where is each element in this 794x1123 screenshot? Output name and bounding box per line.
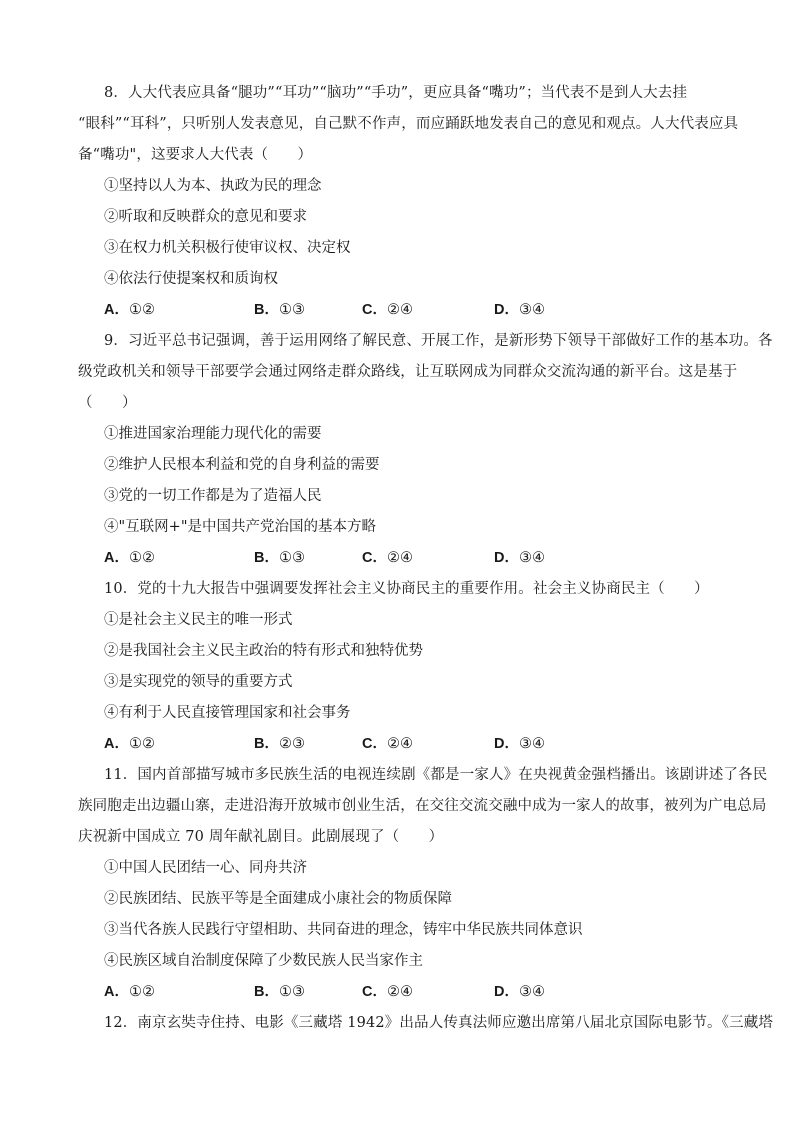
question-stem-line: “眼科”“耳科”，只听别人发表意见，自己默不作声，而应踊跃地发表自己的意见和观点。人大代表应具	[78, 116, 739, 132]
answer-choice[interactable]	[494, 977, 545, 1008]
question-8	[78, 78, 740, 326]
answer-choices	[78, 543, 740, 574]
choice-letter: D．	[494, 550, 519, 566]
statement-option: ②是我国社会主义民主政治的特有形式和独特优势	[104, 643, 423, 659]
statement-option: ①推进国家治理能力现代化的需要	[104, 426, 322, 442]
question-stem-line: 12．南京玄奘寺住持、电影《三藏塔 1942》出品人传真法师应邀出席第八届北京国际电影节。《三藏塔	[104, 1015, 774, 1031]
question-stem-line: （ ）	[78, 395, 137, 411]
answer-choice[interactable]	[494, 543, 545, 574]
statement-option: ④"互联网+"是中国共产党治国的基本方略	[104, 519, 376, 535]
question-stem-line: 级党政机关和领导干部要学会通过网络走群众路线，让互联网成为同群众交流沟通的新平台。这是基于	[78, 364, 738, 380]
statement-option: ②听取和反映群众的意见和要求	[104, 209, 307, 225]
question-stem-line: 族同胞走出边疆山寨，走进沿海开放城市创业生活，在交往交流交融中成为一家人的故事，被列为广电总局	[78, 798, 767, 814]
answer-choice[interactable]	[254, 295, 362, 326]
statement-option: ③是实现党的领导的重要方式	[104, 674, 293, 690]
choice-text: ②④	[386, 302, 413, 318]
question-10	[78, 574, 740, 760]
choice-letter: A．	[104, 736, 129, 752]
answer-choice[interactable]	[362, 543, 494, 574]
question-stem-line: 庆祝新中国成立 70 周年献礼剧目。此剧展现了（ ）	[78, 829, 444, 845]
choice-text: ②④	[386, 550, 413, 566]
answer-choices	[78, 295, 740, 326]
choice-text: ③④	[518, 984, 545, 1000]
question-stem-line: 10．党的十九大报告中强调要发挥社会主义协商民主的重要作用。社会主义协商民主（ ）	[104, 581, 709, 597]
answer-choice[interactable]	[104, 729, 254, 760]
choice-letter: B．	[254, 302, 279, 318]
question-stem-line: 9．习近平总书记强调，善于运用网络了解民意、开展工作，是新形势下领导干部做好工作的基本功。各	[104, 333, 773, 349]
statement-option: ③党的一切工作都是为了造福人民	[104, 488, 322, 504]
answer-choice[interactable]	[254, 977, 362, 1008]
statement-option: ②维护人民根本利益和党的自身利益的需要	[104, 457, 380, 473]
choice-text: ②④	[386, 984, 413, 1000]
answer-choice[interactable]	[494, 295, 545, 326]
choice-text: ③④	[518, 550, 545, 566]
choice-text: ①③	[278, 984, 305, 1000]
statement-option: ②民族团结、民族平等是全面建成小康社会的物质保障	[104, 891, 452, 907]
statement-option: ①坚持以人为本、执政为民的理念	[104, 178, 322, 194]
choice-text: ①②	[128, 550, 155, 566]
choice-letter: A．	[104, 550, 129, 566]
statement-option: ①中国人民团结一心、同舟共济	[104, 860, 307, 876]
choice-text: ①③	[278, 550, 305, 566]
statement-option: ①是社会主义民主的唯一形式	[104, 612, 293, 628]
choice-letter: C．	[362, 550, 387, 566]
answer-choice[interactable]	[362, 729, 494, 760]
choice-text: ③④	[518, 302, 545, 318]
answer-choice[interactable]	[362, 295, 494, 326]
answer-choices	[78, 729, 740, 760]
choice-letter: C．	[362, 302, 387, 318]
question-list	[78, 78, 774, 1039]
choice-letter: C．	[362, 736, 387, 752]
choice-letter: C．	[362, 984, 387, 1000]
choice-text: ②④	[386, 736, 413, 752]
answer-choice[interactable]	[104, 977, 254, 1008]
choice-letter: B．	[254, 550, 279, 566]
choice-text: ③④	[518, 736, 545, 752]
statement-option: ③当代各族人民践行守望相助、共同奋进的理念，铸牢中华民族共同体意识	[104, 922, 583, 938]
statement-option: ④有利于人民直接管理国家和社会事务	[104, 705, 351, 721]
question-11	[78, 760, 768, 1008]
answer-choice[interactable]	[494, 729, 545, 760]
choice-letter: D．	[494, 984, 519, 1000]
choice-letter: A．	[104, 302, 129, 318]
choice-text: ①③	[278, 302, 305, 318]
question-stem-line: 备“嘴功"，这要求人大代表（ ）	[78, 147, 313, 163]
choice-letter: A．	[104, 984, 129, 1000]
choice-text: ①②	[128, 984, 155, 1000]
question-12	[78, 1008, 774, 1039]
statement-option: ④民族区域自治制度保障了少数民族人民当家作主	[104, 953, 423, 969]
question-stem-line: 8．人大代表应具备“腿功”“耳功”“脑功”“手功”，更应具备“嘴功”；当代表不是到人大去挂	[104, 85, 688, 101]
answer-choice[interactable]	[104, 295, 254, 326]
choice-letter: D．	[494, 302, 519, 318]
choice-text: ①②	[128, 302, 155, 318]
question-9	[78, 326, 773, 574]
choice-letter: D．	[494, 736, 519, 752]
statement-option: ③在权力机关积极行使审议权、决定权	[104, 240, 351, 256]
choice-letter: B．	[254, 984, 279, 1000]
answer-choice[interactable]	[104, 543, 254, 574]
answer-choice[interactable]	[254, 543, 362, 574]
answer-choice[interactable]	[362, 977, 494, 1008]
answer-choice[interactable]	[254, 729, 362, 760]
choice-letter: B．	[254, 736, 279, 752]
question-stem-line: 11．国内首部描写城市多民族生活的电视连续剧《都是一家人》在央视黄金强档播出。该剧讲述了各民	[104, 767, 768, 783]
answer-choices	[78, 977, 740, 1008]
choice-text: ②③	[278, 736, 305, 752]
choice-text: ①②	[128, 736, 155, 752]
statement-option: ④依法行使提案权和质询权	[104, 271, 278, 287]
